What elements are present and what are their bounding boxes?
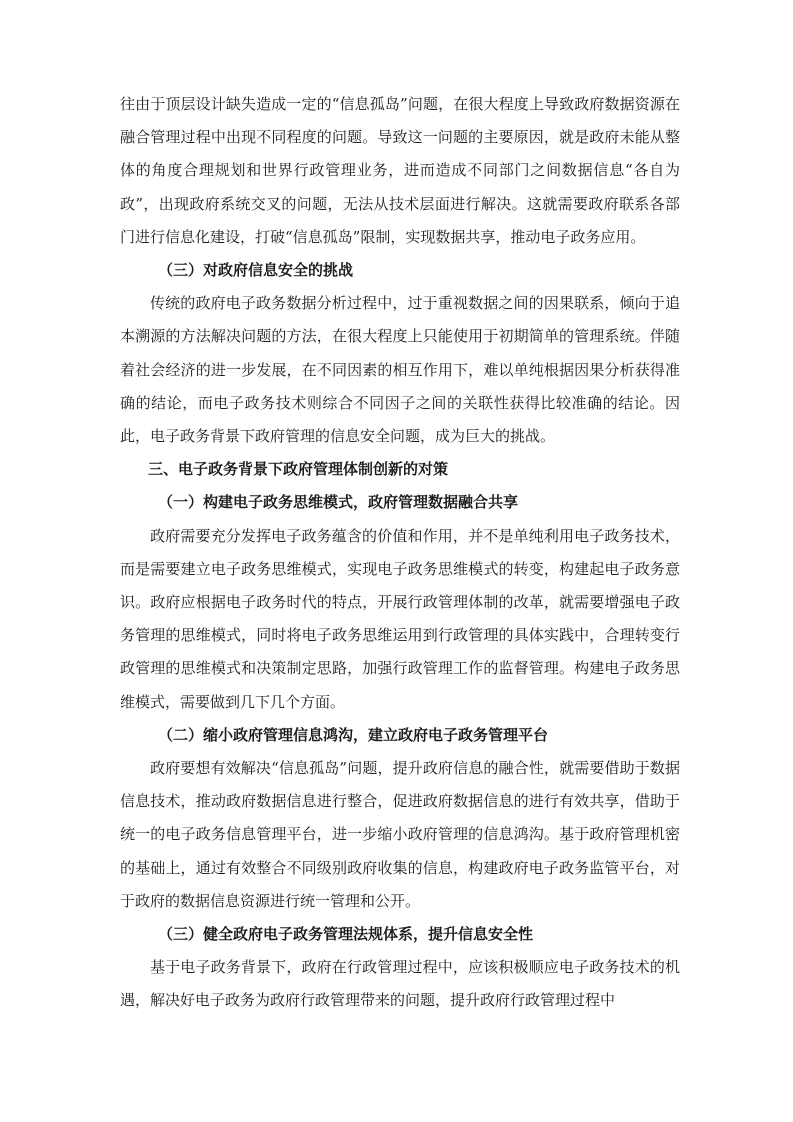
document-page: [120, 88, 680, 1018]
heading-thinking-mode: （一）构建电子政务思维模式，政府管理数据融合共享: [158, 493, 519, 512]
paragraph-information-gap: 政府要想有效解决“信息孤岛”问题，提升政府信息的融合性，就需要借助于数据信息技术，推动政府数据信息进行整合，促进政府数据信息的进行有效共享，借助于统一的电子政务信息管理平台，进一步缩小政府管理的信息鸿沟。基于政府管理机密的基础上，通过有效整合不同级别政府收集的信息，构建政府电子政务监管平台，对于政府的数据信息资源进行统一管理和公开。: [120, 759, 680, 910]
heading-legal-system: （三）健全政府电子政务管理法规体系，提升信息安全性: [158, 925, 534, 944]
heading-section-three: 三、电子政务背景下政府管理体制创新的对策: [148, 460, 449, 479]
paragraph-thinking-mode: 政府需要充分发挥电子政务蕴含的价值和作用，并不是单纯利用电子政务技术，而是需要建立电子政务思维模式，实现电子政务思维模式的转变，构建起电子政务意识。政府应根据电子政务时代的特点，开展行政管理体制的改革，就需要增强电子政务管理的思维模式，同时将电子政务思维运用到行政管理的具体实践中，合理转变行政管理的思维模式和决策制定思路，加强行政管理工作的监督管理。构建电子政务思维模式，需要做到几下几个方面。: [120, 526, 680, 711]
heading-security-challenge: （三）对政府信息安全的挑战: [158, 261, 354, 280]
paragraph-continued: 往由于顶层设计缺失造成一定的“信息孤岛”问题，在很大程度上导致政府数据资源在融合管理过程中出现不同程度的问题。导致这一问题的主要原因，就是政府未能从整体的角度合理规划和世界行政管理业务，进而造成不同部门之间数据信息“各自为政”，出现政府系统交叉的问题，无法从技术层面进行解决。这就需要政府联系各部门进行信息化建设，打破“信息孤岛”限制，实现数据共享，推动电子政务应用。: [120, 95, 680, 246]
paragraph-legal-system: 基于电子政务背景下，政府在行政管理过程中，应该积极顺应电子政务技术的机遇，解决好电子政务为政府行政管理带来的问题，提升政府行政管理过程中: [120, 958, 680, 1010]
heading-information-gap: （二）缩小政府管理信息鸿沟，建立政府电子政务管理平台: [158, 725, 549, 744]
paragraph-security-challenge: 传统的政府电子政务数据分析过程中，过于重视数据之间的因果联系，倾向于追本溯源的方法解决问题的方法，在很大程度上只能使用于初期简单的管理系统。伴随着社会经济的进一步发展，在不同因素的相互作用下，难以单纯根据因果分析获得准确的结论，而电子政务技术则综合不同因子之间的关联性获得比较准确的结论。因此，电子政务背景下政府管理的信息安全问题，成为巨大的挑战。: [120, 294, 680, 446]
